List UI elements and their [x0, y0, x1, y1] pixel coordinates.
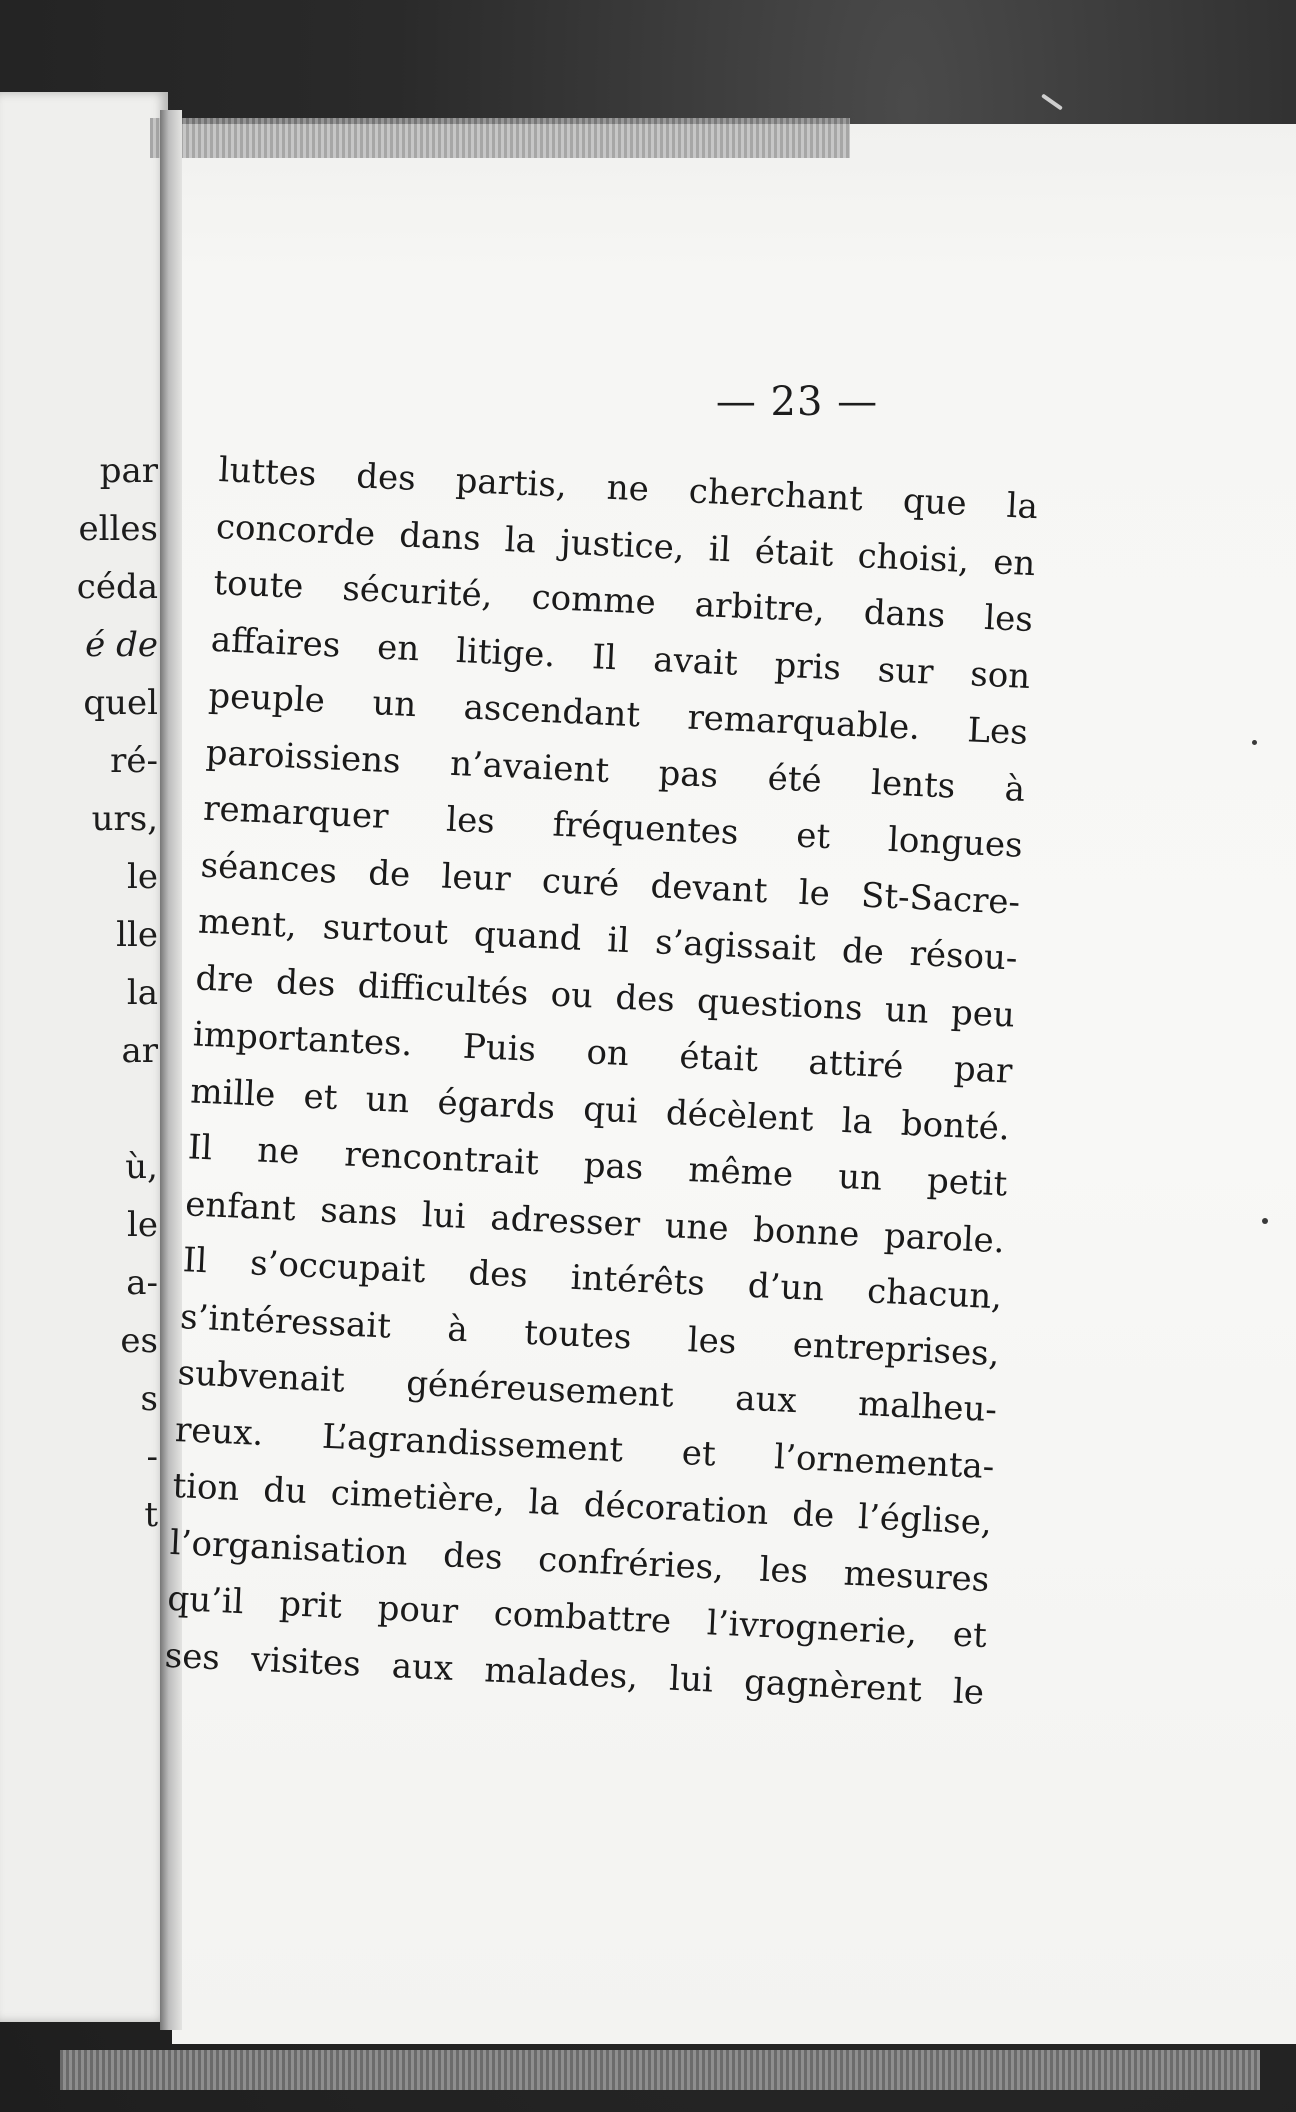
text-line: peuple un ascendant remarquable. Les — [207, 675, 1029, 753]
text-line: toute sécurité, comme arbitre, dans les — [212, 562, 1034, 641]
left-fragment: ar — [121, 1031, 158, 1071]
text-line: Il s’occupait des intérêts d’un chacun, — [181, 1240, 1003, 1318]
left-fragment: le — [127, 857, 158, 897]
text-line: mille et un égards qui décèlent la bonté. — [189, 1070, 1011, 1149]
text-line: concorde dans la justice, il était choisi, en — [215, 506, 1037, 584]
page-bottom-edge — [60, 2050, 1260, 2090]
left-fragment: s — [140, 1379, 158, 1419]
left-fragment: es — [120, 1321, 158, 1361]
scan-speck — [1262, 1218, 1268, 1224]
left-fragment: elles — [78, 509, 158, 549]
text-line: Il ne rencontrait pas même un petit — [187, 1127, 1009, 1205]
text-line: luttes des partis, ne cherchant que la — [217, 449, 1039, 528]
text-line: reux. L’agrandissement et l’ornementa- — [174, 1409, 996, 1487]
left-fragment: a- — [126, 1263, 158, 1303]
text-line: importantes. Puis on était attiré par — [192, 1014, 1014, 1092]
text-line: séances de leur curé devant le St-Sacre- — [199, 845, 1021, 923]
text-line: subvenait généreusement aux malheu- — [176, 1353, 998, 1431]
scan-speck — [1252, 740, 1257, 745]
left-fragment: t — [144, 1495, 158, 1535]
page-number: — 23 — — [715, 379, 879, 425]
text-line: affaires en litige. Il avait pris sur son — [210, 619, 1032, 697]
text-line: qu’il prit pour combattre l’ivrognerie, et — [166, 1578, 988, 1656]
text-line: paroissiens n’avaient pas été lents à — [205, 732, 1026, 810]
text-line: ses visites aux malades, lui gagnèrent le — [163, 1635, 985, 1713]
left-fragment: urs, — [91, 799, 158, 839]
left-fragment: é de — [85, 625, 158, 665]
left-fragment — [28, 1544, 158, 1602]
left-fragment: par — [99, 451, 158, 491]
right-page-content — [163, 124, 1296, 2044]
text-line: s’intéressait à toutes les entreprises, — [179, 1296, 1001, 1374]
left-fragment: lle — [116, 915, 158, 955]
text-line: enfant sans lui adresser une bonne parole. — [184, 1183, 1006, 1261]
text-line: remarquer les fréquentes et longues — [202, 788, 1024, 866]
text-line: ment, surtout quand il s’agissait de résou- — [197, 901, 1019, 979]
text-line: dre des difficultés ou des questions un peu — [194, 957, 1016, 1036]
body-text — [164, 442, 1040, 1721]
left-fragment: ré- — [110, 741, 158, 781]
left-fragment — [28, 1080, 158, 1138]
left-page-text-fragments — [28, 442, 158, 1602]
left-fragment: quel — [83, 683, 158, 723]
text-line: tion du cimetière, la décoration de l’église, — [171, 1465, 993, 1544]
left-fragment: céda — [76, 567, 158, 607]
left-fragment: la — [126, 973, 158, 1013]
left-fragment: le — [127, 1205, 158, 1245]
text-line: l’organisation des confréries, les mesures — [169, 1522, 991, 1600]
left-fragment: ù, — [125, 1147, 158, 1187]
left-fragment: - — [146, 1437, 158, 1477]
left-page — [0, 92, 168, 2022]
